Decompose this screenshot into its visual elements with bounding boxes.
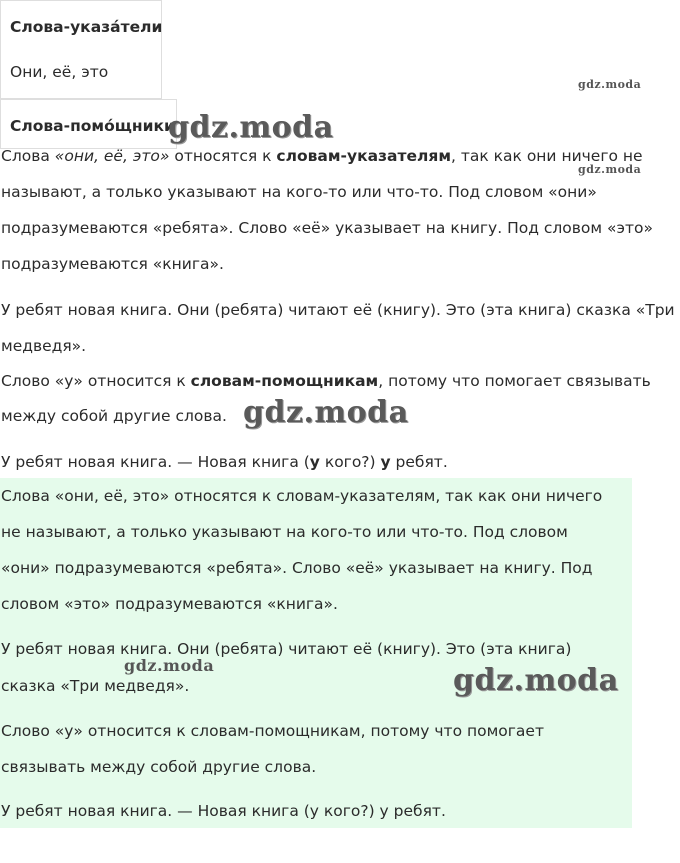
section2-paragraph1-line3: «они» подразумеваются «ребята». Слово «её» указывает на книгу. Под <box>1 559 593 577</box>
text-span: относятся к <box>169 147 277 165</box>
text-bold: словам-помощникам <box>190 372 379 390</box>
text-span: ребят. <box>390 453 448 471</box>
section1-paragraph4 <box>1 452 448 472</box>
table-heading-pointer-words: Слова-указа́тели <box>10 18 163 36</box>
section2-paragraph2-line2: сказка «Три медведя». <box>1 677 190 695</box>
section2-paragraph2-line1: У ребят новая книга. Они (ребята) читают её (книгу). Это (эта книга) <box>1 640 572 658</box>
section2-paragraph3-line1: Слово «у» относится к словам-помощникам, потому что помогает <box>1 722 544 740</box>
text-italic: «они, её, это» <box>54 147 170 165</box>
section2-paragraph4: У ребят новая книга. — Новая книга (у кого?) у ребят. <box>1 802 446 820</box>
section1-paragraph1-line2: называют, а только указывают на кого-то или что-то. Под словом «они» <box>1 183 597 201</box>
text-span: кого?) <box>319 453 381 471</box>
table-value-pointer-words: Они, её, это <box>10 63 109 81</box>
watermark-logo: gdz.moda <box>124 656 215 675</box>
section2-paragraph3-line2: связывать между собой другие слова. <box>1 758 317 776</box>
watermark-logo: gdz.moda <box>578 163 642 176</box>
section1-paragraph2-line2: медведя». <box>1 337 87 355</box>
table-heading-helper-words: Слова-помо́щники <box>10 117 175 135</box>
watermark-logo: gdz.moda <box>578 78 642 91</box>
section1-paragraph3-line2: между собой другие слова. <box>1 407 227 425</box>
section1-paragraph1-line3: подразумеваются «ребята». Слово «её» указывает на книгу. Под словом «это» <box>1 219 653 237</box>
text-span: Слово «у» относится к <box>1 372 191 390</box>
text-span: , так как они ничего не <box>451 147 643 165</box>
section2-paragraph1-line1: Слова «они, её, это» относятся к словам-указателям, так как они ничего <box>1 487 603 505</box>
section2-paragraph1-line4: словом «это» подразумеваются «книга». <box>1 595 338 613</box>
text-span: , потому что помогает связывать <box>378 372 651 390</box>
watermark-logo: gdz.moda <box>243 395 409 430</box>
watermark-logo: gdz.moda <box>453 663 619 698</box>
section1-paragraph3-line1 <box>1 371 651 391</box>
section1-paragraph2-line1: У ребят новая книга. Они (ребята) читают её (книгу). Это (эта книга) сказка «Три <box>1 301 675 319</box>
section2-paragraph1-line2: не называют, а только указывают на кого-то или что-то. Под словом <box>1 523 568 541</box>
text-bold: у <box>380 453 391 471</box>
text-bold: у <box>309 453 320 471</box>
section1-paragraph1-line4: подразумеваются «книга». <box>1 255 224 273</box>
text-span: У ребят новая книга. — Новая книга ( <box>1 453 310 471</box>
text-span: Слова <box>1 147 55 165</box>
table-cell-helper-words <box>0 99 177 149</box>
section1-paragraph1-line1 <box>1 146 643 166</box>
watermark-logo: gdz.moda <box>168 110 334 145</box>
text-bold: словам-указателям <box>276 147 451 165</box>
table-cell-pointer-words <box>0 0 162 99</box>
